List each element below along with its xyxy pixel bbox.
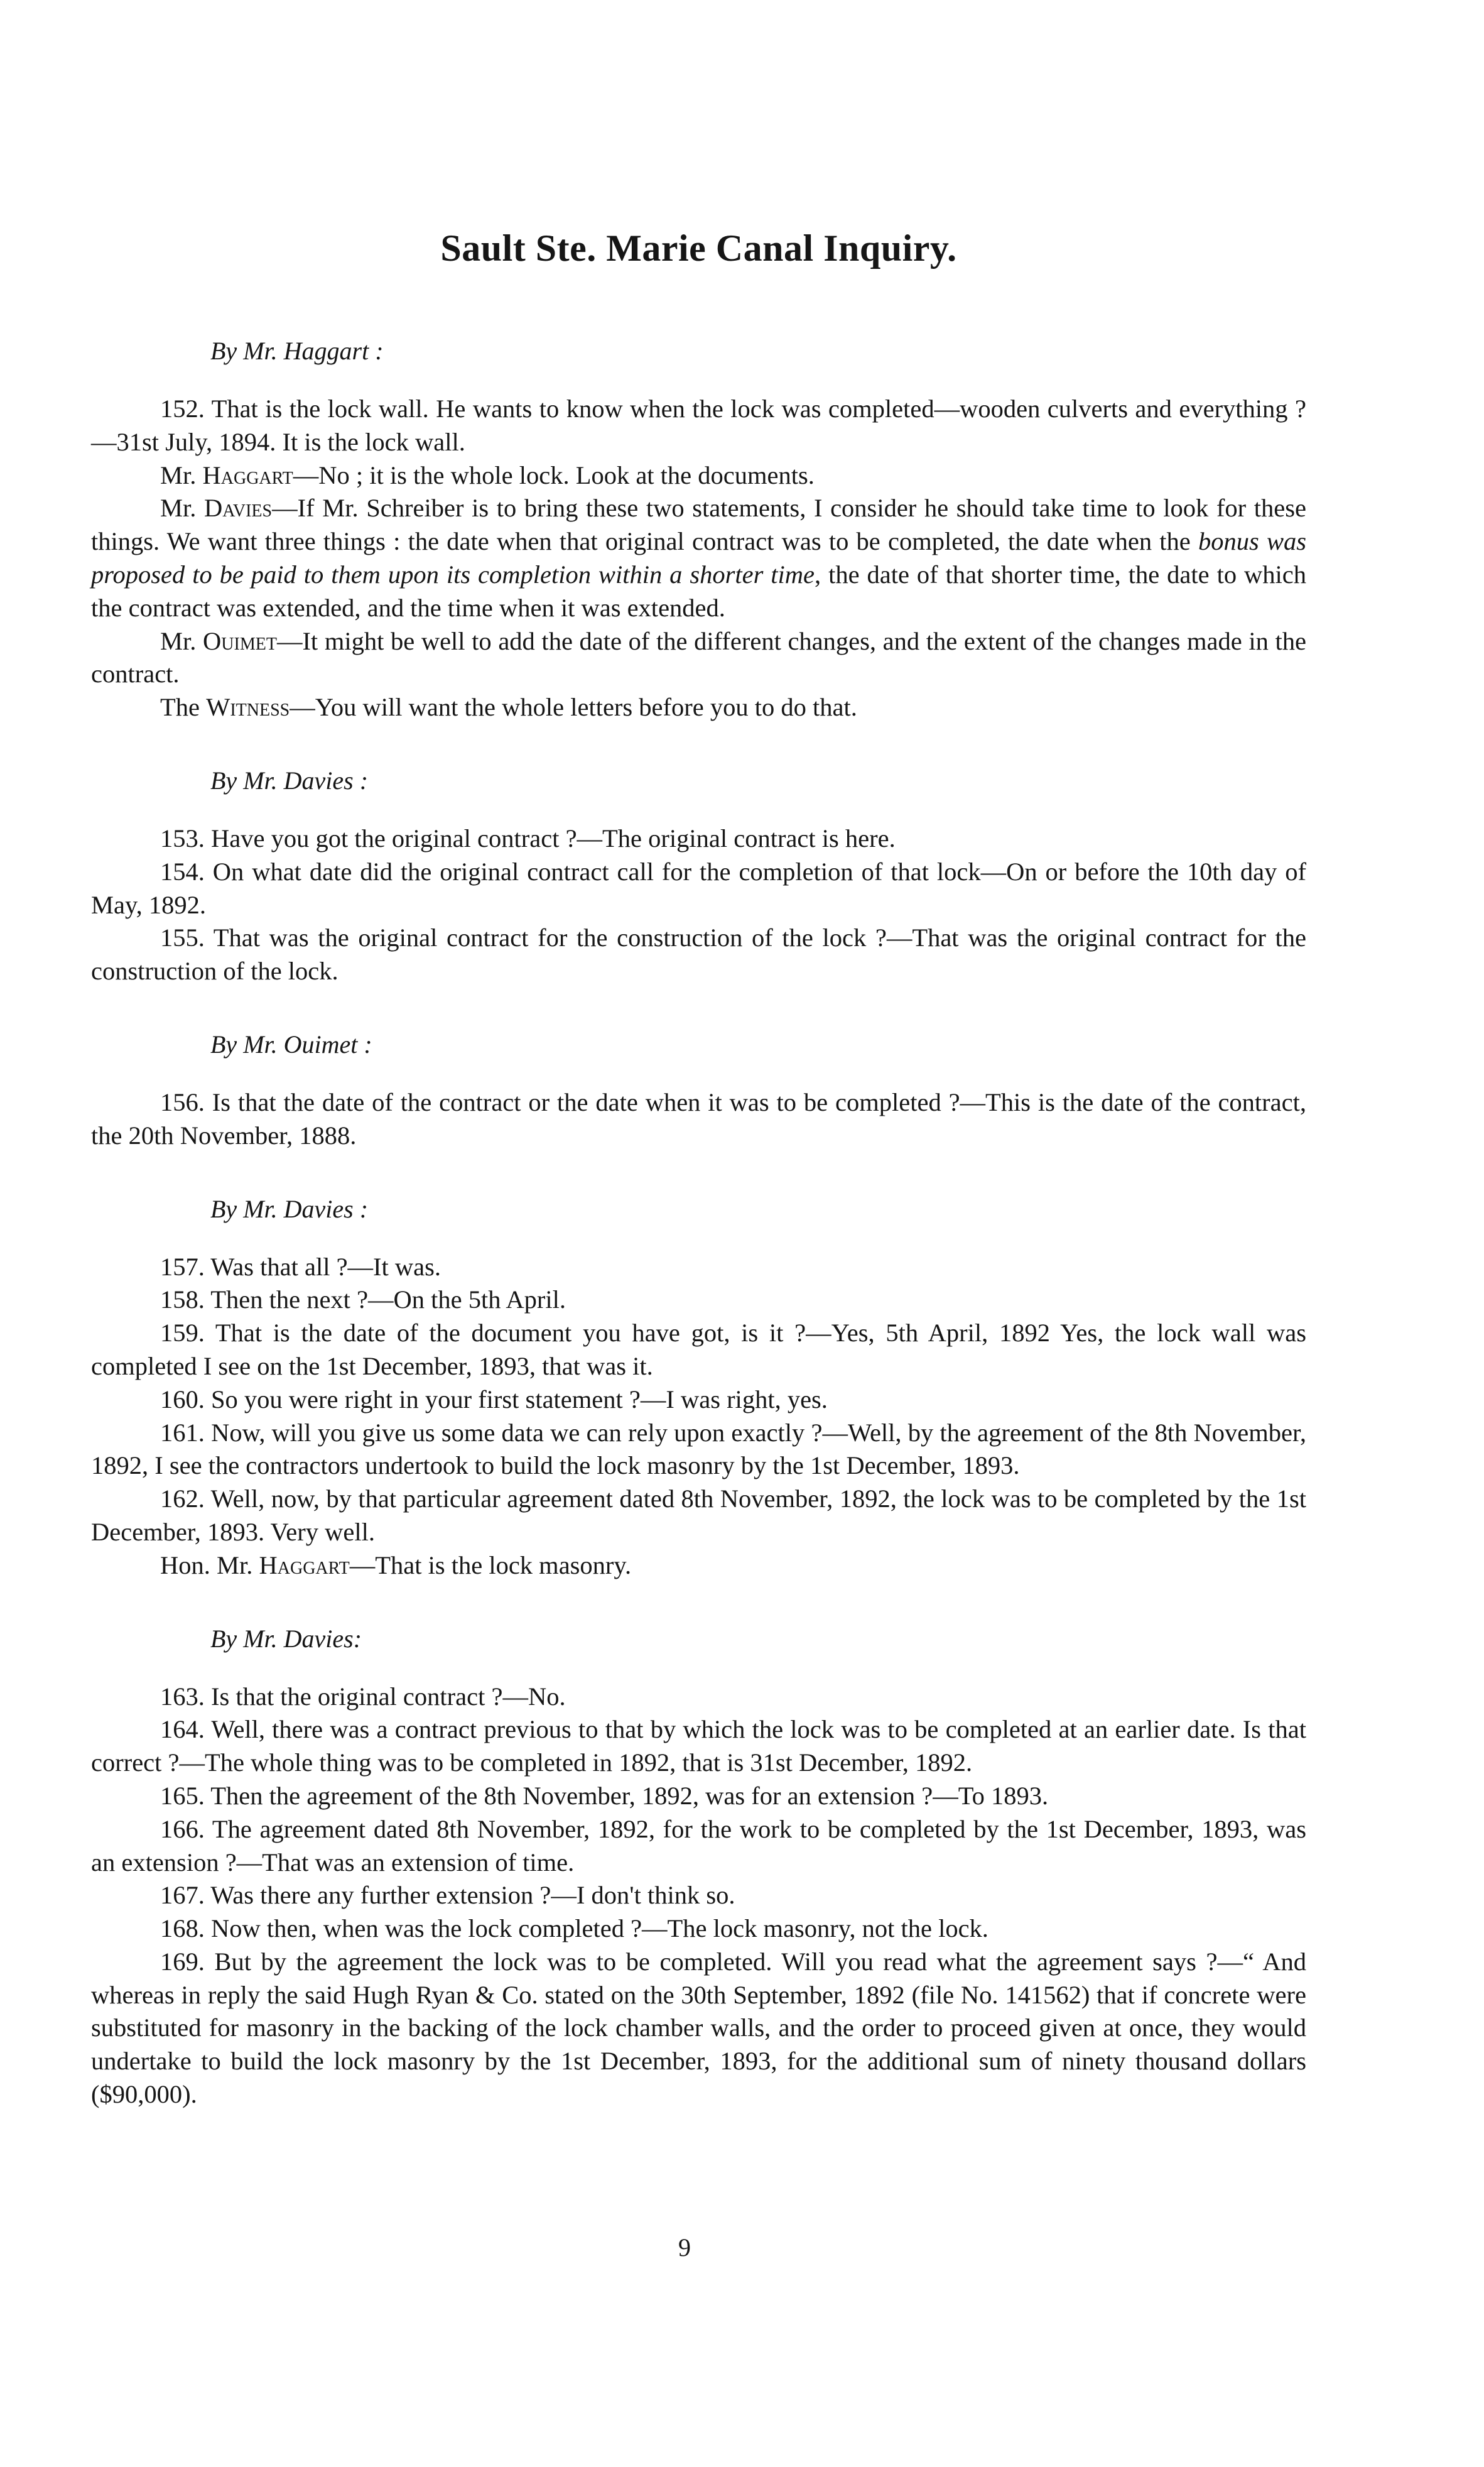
paragraph-text: 160. So you were right in your first statement ?—I was right, yes. [160, 1385, 828, 1413]
testimony-paragraph [91, 1417, 1306, 1483]
testimony-paragraph [91, 459, 1306, 493]
transcript-section [91, 1193, 1306, 1623]
paragraph-text: 159. That is the date of the document you have got, is it ?—Yes, 5th April, 1892 Yes, the lock wall was completed I see on the 1st December, 1893, that was it. [91, 1319, 1306, 1380]
document-page [91, 223, 1306, 2111]
paragraph-text: 158. Then the next ?—On the 5th April. [160, 1285, 566, 1314]
transcript-body [91, 335, 1306, 2111]
paragraph-text: 169. But by the agreement the lock was to be completed. Will you read what the agreement says ?—“ And whereas in reply the said Hugh Ryan & Co. stated on the 30th September, 1892 (file No. 141562) that if concrete were substituted for masonry in the backing of the lock chamber walls, and the order to proceed given at once, they would undertake to build the lock masonry by the 1st December, 1893, for the additional sum of ninety thousand dollars ($90,000). [91, 1947, 1306, 2109]
speaker-name: Haggart [202, 460, 293, 489]
paragraph-text: Hon. Mr. [160, 1550, 259, 1579]
testimony-paragraph [91, 1713, 1306, 1780]
transcript-section [91, 1028, 1306, 1193]
testimony-paragraph [91, 1912, 1306, 1946]
examiner-heading: By Mr. Davies: [210, 1624, 362, 1653]
testimony-paragraph [91, 822, 1306, 856]
paragraph-text: Mr. [160, 494, 205, 523]
paragraph-text: 154. On what date did the original contract call for the completion of that lock—On or before the 10th day of May, 1892. [91, 857, 1306, 919]
testimony-paragraph [91, 1780, 1306, 1813]
paragraph-text: —That is the lock masonry. [349, 1550, 632, 1579]
testimony-paragraph [91, 1549, 1306, 1582]
paragraph-text: —If Mr. Schreiber is to bring these two statements, I consider he should take time to look for these things. We want three things : the date when that original contract was to be completed, the date when the [91, 494, 1306, 556]
paragraph-text: 168. Now then, when was the lock completed ?—The lock masonry, not the lock. [160, 1914, 988, 1943]
testimony-paragraph [91, 856, 1306, 922]
paragraph-text: 167. Was there any further extension ?—I don't think so. [160, 1881, 735, 1910]
transcript-section [91, 765, 1306, 1028]
paragraph-text: 161. Now, will you give us some data we can rely upon exactly ?—Well, by the agreement of the 8th November, 1892, I see the contractors undertook to build the lock masonry by the 1st December, 1893. [91, 1418, 1306, 1480]
speaker-name: Haggart [259, 1550, 350, 1579]
paragraph-text: 162. Well, now, by that particular agreement dated 8th November, 1892, the lock was to be completed by the 1st December, 1893. Very well. [91, 1484, 1306, 1546]
testimony-paragraph [91, 1680, 1306, 1714]
testimony-paragraph [91, 1946, 1306, 2111]
section-spacer [91, 988, 1306, 1028]
section-spacer [91, 724, 1306, 765]
paragraph-text: —It might be well to add the date of the different changes, and the extent of the changes made in the contract. [91, 626, 1306, 689]
testimony-paragraph [91, 1283, 1306, 1317]
speaker-name: Ouimet [203, 626, 277, 655]
paragraph-text: The [160, 693, 207, 722]
transcript-section [91, 335, 1306, 765]
examiner-heading: By Mr. Davies : [210, 1194, 369, 1223]
paragraph-text: 156. Is that the date of the contract or the date when it was to be completed ?—This is the date of the contract, the 20th November, 1888. [91, 1087, 1306, 1150]
paragraph-text: , the date of that shorter time, the date to which the contract was extended, and the time when it was extended. [91, 560, 1306, 622]
paragraph-text: 155. That was the original contract for the construction of the lock ?—That was the original contract for the construction of the lock. [91, 923, 1306, 986]
examiner-heading: By Mr. Haggart : [210, 337, 384, 365]
paragraph-text: 166. The agreement dated 8th November, 1892, for the work to be completed by the 1st December, 1893, was an extension ?—That was an extension of time. [91, 1814, 1306, 1876]
paragraph-text: Mr. [160, 626, 203, 655]
testimony-paragraph [91, 1251, 1306, 1284]
testimony-paragraph [91, 625, 1306, 692]
testimony-paragraph [91, 492, 1306, 624]
paragraph-text: Mr. [160, 460, 203, 489]
paragraph-text: —You will want the whole letters before you to do that. [290, 693, 857, 722]
speaker-name: Witness [206, 693, 290, 722]
testimony-paragraph [91, 691, 1306, 724]
paragraph-text: 157. Was that all ?—It was. [160, 1252, 441, 1281]
testimony-paragraph [91, 1483, 1306, 1549]
testimony-paragraph [91, 1383, 1306, 1417]
paragraph-text: 153. Have you got the original contract ?—The original contract is here. [160, 824, 896, 852]
paragraph-text: 165. Then the agreement of the 8th November, 1892, was for an extension ?—To 1893. [160, 1781, 1049, 1810]
transcript-section [91, 1623, 1306, 2111]
paragraph-text: 164. Well, there was a contract previous to that by which the lock was to be completed at an earlier date. Is that correct ?—The whole thing was to be completed in 1892, that is 31st December, 1892. [91, 1715, 1306, 1777]
testimony-paragraph [91, 1879, 1306, 1912]
paragraph-text: 152. That is the lock wall. He wants to know when the lock was completed—wooden culverts and everything ?—31st July, 1894. It is the lock wall. [91, 395, 1306, 456]
italic-text: bonus was proposed to be paid to them upon its completion within a shorter time [91, 527, 1306, 589]
testimony-paragraph [91, 922, 1306, 988]
section-spacer [91, 1582, 1306, 1623]
section-spacer [91, 1153, 1306, 1193]
testimony-paragraph [91, 393, 1306, 459]
page-number: 9 [678, 2233, 691, 2262]
testimony-paragraph [91, 1813, 1306, 1880]
paragraph-text: 163. Is that the original contract ?—No. [160, 1682, 566, 1711]
testimony-paragraph [91, 1086, 1306, 1153]
examiner-heading: By Mr. Davies : [210, 766, 369, 795]
testimony-paragraph [91, 1317, 1306, 1383]
speaker-name: Davies [204, 494, 273, 523]
page-title: Sault Ste. Marie Canal Inquiry. [440, 227, 957, 269]
paragraph-text: —No ; it is the whole lock. Look at the documents. [293, 460, 815, 489]
examiner-heading: By Mr. Ouimet : [210, 1030, 372, 1059]
